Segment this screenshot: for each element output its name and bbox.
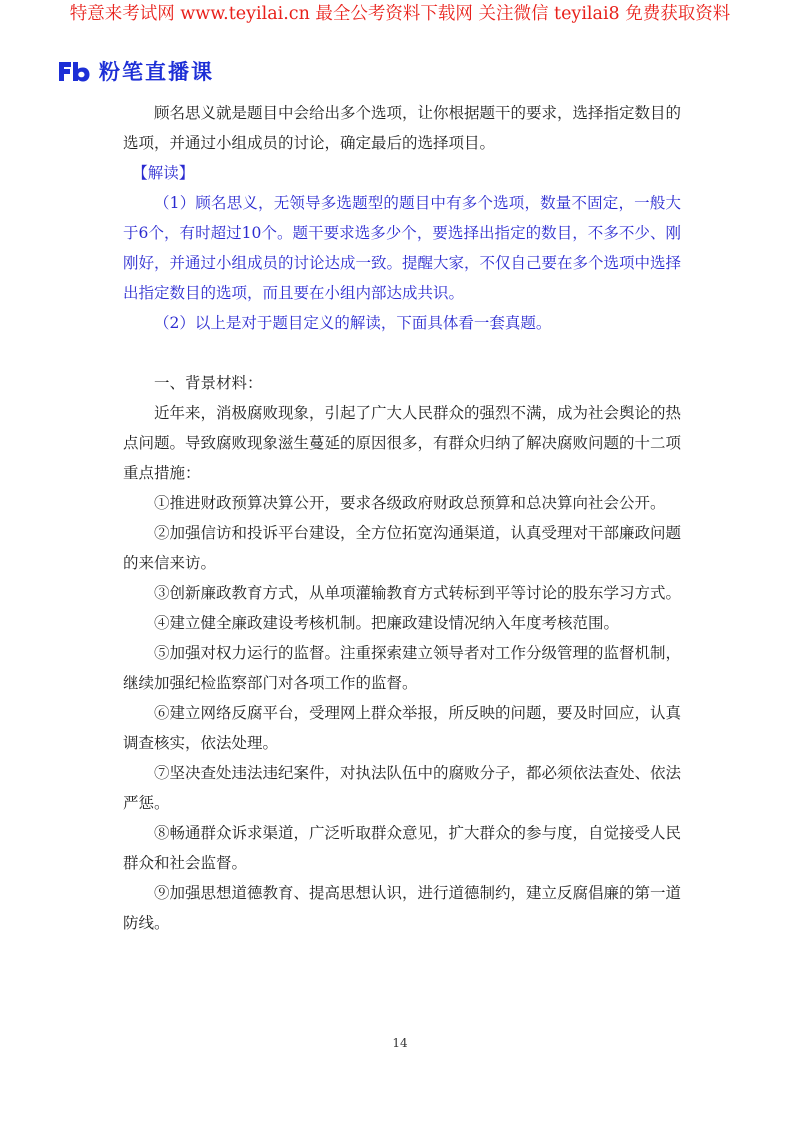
page-number: 14 xyxy=(392,1036,408,1050)
site-banner: 特意来考试网 www.teyilai.cn 最全公考资料下载网 关注微信 teyilai8 免费获取资料 xyxy=(69,4,731,24)
interpretation-heading: 【解读】 xyxy=(132,164,195,182)
intro-paragraph: 顾名思义就是题目中会给出多个选项，让你根据题干的要求，选择指定数目的选项，并通过小组成员的讨论，确定最后的选择项目。 xyxy=(123,104,682,152)
fenbi-logo xyxy=(57,56,214,86)
measure-item: ⑦坚决查处违法违纪案件，对执法队伍中的腐败分子，都必须依法查处、依法严惩。 xyxy=(123,764,682,812)
measure-item: ⑨加强思想道德教育、提高思想认识，进行道德制约，建立反腐倡廉的第一道防线。 xyxy=(123,884,682,932)
measure-item: ⑧畅通群众诉求渠道，广泛听取群众意见，扩大群众的参与度，自觉接受人民群众和社会监督。 xyxy=(123,824,682,872)
measure-item: ④建立健全廉政建设考核机制。把廉政建设情况纳入年度考核范围。 xyxy=(154,614,620,632)
spacer xyxy=(123,338,681,368)
logo-text: 粉笔直播课 xyxy=(99,60,214,84)
interpretation-point: （1）顾名思义，无领导多选题型的题目中有多个选项，数量不固定，一般大于6个，有时超过10个。题干要求选多少个，要选择出指定的数目，不多不少、刚刚好，并通过小组成员的讨论达成一致。提醒大家，不仅自己要在多个选项中选择出指定数目的选项，而且要在小组内部达成共识。 xyxy=(123,194,682,302)
document-body xyxy=(123,98,681,938)
measure-item: ①推进财政预算决算公开，要求各级政府财政总预算和总决算向社会公开。 xyxy=(154,494,666,512)
fenbi-logo-icon xyxy=(57,59,91,83)
measure-item: ③创新廉政教育方式，从单项灌输教育方式转标到平等讨论的股东学习方式。 xyxy=(154,584,682,602)
measure-item: ⑥建立网络反腐平台，受理网上群众举报，所反映的问题，要及时回应，认真调查核实，依法处理。 xyxy=(123,704,682,752)
measure-item: ②加强信访和投诉平台建设，全方位拓宽沟通渠道，认真受理对干部廉政问题的来信来访。 xyxy=(123,524,682,572)
background-paragraph: 近年来，消极腐败现象，引起了广大人民群众的强烈不满，成为社会舆论的热点问题。导致腐败现象滋生蔓延的原因很多，有群众归纳了解决腐败问题的十二项重点措施： xyxy=(123,404,682,482)
measure-item: ⑤加强对权力运行的监督。注重探索建立领导者对工作分级管理的监督机制，继续加强纪检监察部门对各项工作的监督。 xyxy=(123,644,682,692)
interpretation-point: （2）以上是对于题目定义的解读，下面具体看一套真题。 xyxy=(154,314,552,332)
section-heading: 一、背景材料： xyxy=(154,374,263,392)
